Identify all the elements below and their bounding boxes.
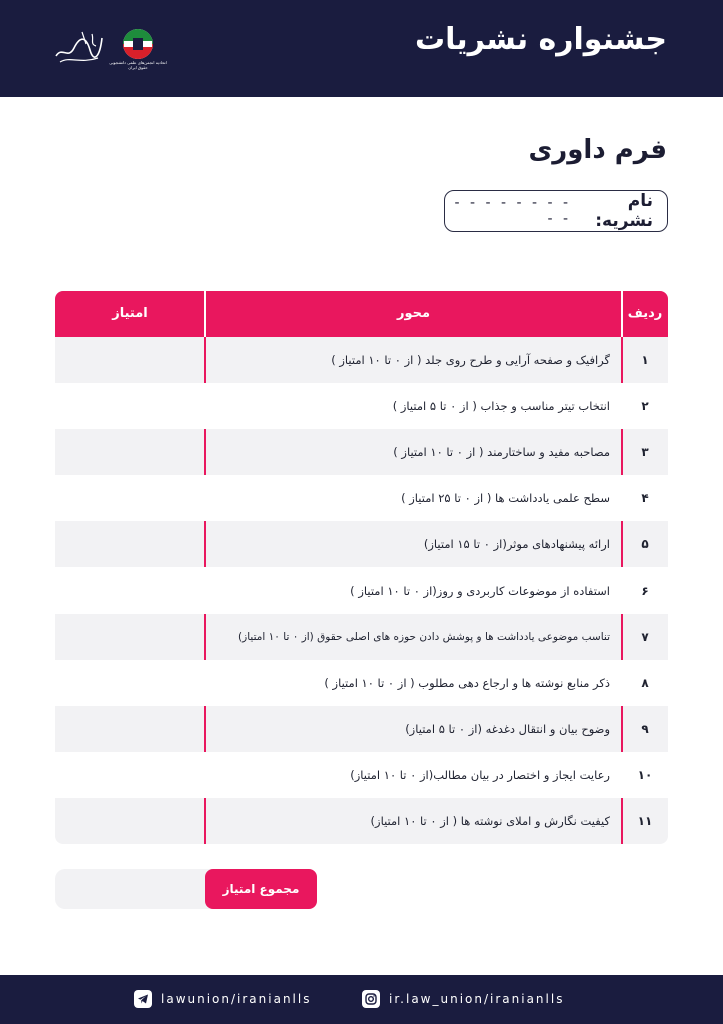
row-criterion: ذکر منابع نوشته ها و ارجاع دهی مطلوب ( از ۰ تا ۱۰ امتیاز ) [324,675,610,690]
table-row [55,383,668,429]
row-score-cell[interactable] [55,383,204,429]
publication-name-blank: - - - - - - - - - - [454,195,572,227]
instagram-handle: ir.law_union/iranianlls [389,992,565,1006]
row-score-cell[interactable] [55,429,204,475]
table-row [55,475,668,521]
telegram-icon [134,990,152,1008]
table-row [55,706,668,752]
row-number: ۱۰ [637,767,653,782]
row-number: ۵ [641,537,649,552]
row-score-cell[interactable] [55,706,204,752]
table-row [55,660,668,706]
header-mehvar: محور [396,306,431,321]
festival-title: جشنواره نشریات [414,22,667,57]
telegram-handle: lawunion/iranianlls [161,992,312,1006]
table-row [55,429,668,475]
row-score-cell[interactable] [55,798,204,844]
footer-banner [0,975,723,1024]
row-criterion: گرافیک و صفحه آرایی و طرح روی جلد ( از ۰ تا ۱۰ امتیاز ) [331,353,610,368]
row-criterion: کیفیت نگارش و املای نوشته ها ( از ۰ تا ۱۰ امتیاز) [370,813,610,828]
row-number: ۴ [641,491,649,506]
telegram-link[interactable] [134,989,311,1009]
row-number: ۸ [641,675,649,690]
row-criterion: مصاحبه مفید و ساختارمند ( از ۰ تا ۱۰ امتیاز ) [393,445,610,460]
table-row [55,567,668,613]
form-title: فرم داوری [528,135,667,165]
header-divider [621,291,623,337]
row-number: ۲ [641,399,649,414]
header-emtiaz: امتیاز [112,306,148,321]
row-score-cell[interactable] [55,614,204,660]
row-criterion: تناسب موضوعی یادداشت ها و پوشش دادن حوزه های اصلی حقوق (از ۰ تا ۱۰ امتیاز) [238,630,610,643]
header-banner [0,0,723,97]
publication-name-field[interactable] [444,190,668,232]
row-number: ۷ [641,629,649,644]
row-number: ۱ [641,353,649,368]
table-row [55,752,668,798]
row-score-cell[interactable] [55,521,204,567]
row-criterion: رعایت ایجاز و اختصار در بیان مطالب(از ۰ تا ۱۰ امتیاز) [350,767,610,782]
scoring-table [55,291,668,844]
instagram-link[interactable] [362,989,564,1009]
table-body [55,337,668,844]
row-score-cell[interactable] [55,567,204,613]
row-score-cell[interactable] [55,660,204,706]
row-number: ۶ [641,583,649,598]
row-criterion: استفاده از موضوعات کاربردی و روز(از ۰ تا ۱۰ امتیاز ) [350,583,610,598]
row-score-cell[interactable] [55,337,204,383]
row-score-cell[interactable] [55,475,204,521]
table-row [55,521,668,567]
row-number: ۹ [641,721,649,736]
emblem-caption: اتحادیه انجمن‌های علمی دانشجویی حقوق ایران [109,60,167,70]
row-score-cell[interactable] [55,752,204,798]
publication-name-label: نام نشریه: [595,191,653,231]
total-score-box [55,869,317,909]
instagram-icon [362,990,380,1008]
table-row [55,798,668,844]
row-criterion: ارائه پیشنهادهای موثر(از ۰ تا ۱۵ امتیاز) [423,537,610,552]
table-row [55,337,668,383]
row-criterion: انتخاب تیتر مناسب و جذاب ( از ۰ تا ۵ امتیاز ) [392,399,610,414]
total-score-label: مجموع امتیاز [205,869,317,909]
header-radif: ردیف [627,306,663,321]
row-criterion: سطح علمی یادداشت ها ( از ۰ تا ۲۵ امتیاز ) [401,491,610,506]
row-number: ۱۱ [637,813,653,828]
signature-logo-icon [52,26,106,68]
total-score-value[interactable] [55,869,205,909]
table-row [55,614,668,660]
header-divider [204,291,206,337]
table-header [55,291,668,337]
row-number: ۳ [641,445,649,460]
row-criterion: وضوح بیان و انتقال دغدغه (از ۰ تا ۵ امتیاز) [405,721,610,736]
